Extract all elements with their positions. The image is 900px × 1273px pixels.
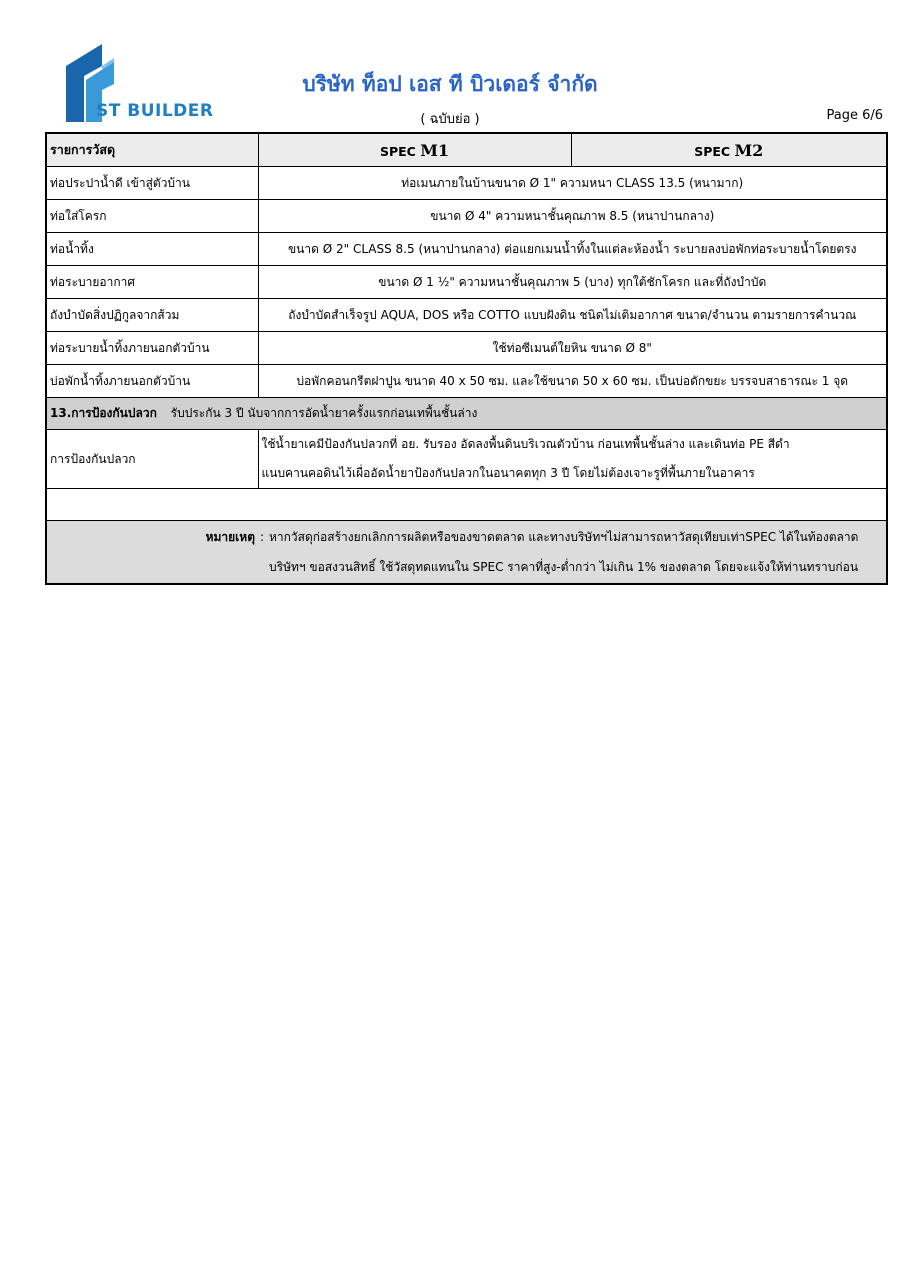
row-item: ท่อระบายน้ำทิ้งภายนอกตัวบ้าน: [46, 332, 258, 365]
note-label: หมายเหตุ: [205, 530, 255, 544]
row-desc: บ่อพักคอนกรีตฝาปูน ขนาด 40 x 50 ซม. และใช้ขนาด 50 x 60 ซม. เป็นบ่อดักขยะ บรรจบสาธารณะ 1 จุด: [258, 365, 887, 398]
row-item: ท่อน้ำทิ้ง: [46, 233, 258, 266]
section-header-row: [46, 398, 887, 430]
section-subtitle: รับประกัน 3 ปี นับจากการอัดน้ำยาครั้งแรกก่อนเทพื้นชั้นล่าง: [170, 406, 478, 420]
header-spec-label: SPEC: [694, 143, 731, 159]
row-desc: ถังบำบัดสำเร็จรูป AQUA, DOS หรือ COTTO แบบฝังดิน ชนิดไม่เติมอากาศ ขนาด/จำนวน ตามรายการคำนวณ: [258, 299, 887, 332]
row-desc: ขนาด Ø 4" ความหนาชั้นคุณภาพ 8.5 (หนาปานกลาง): [258, 200, 887, 233]
note-line-2: บริษัทฯ ขอสงวนสิทธิ์ ใช้วัสดุทดแทนใน SPEC ราคาที่สูง-ต่ำกว่า ไม่เกิน 1% ของตลาด โดยจะแจ้งให้ท่านทราบก่อน: [269, 560, 859, 574]
row-item: ท่อใส่โครก: [46, 200, 258, 233]
section-title: 13.การป้องกันปลวก: [50, 406, 157, 420]
company-name: บริษัท ท็อป เอส ที บิวเดอร์ จำกัด: [302, 72, 598, 96]
row-item: การป้องกันปลวก: [46, 430, 258, 489]
table-row: [46, 332, 887, 365]
row-item: ท่อระบายอากาศ: [46, 266, 258, 299]
note-row: [46, 521, 887, 585]
row-item: ถังบำบัดสิ่งปฏิกูลจากส้วม: [46, 299, 258, 332]
row-desc: ใช้ท่อซีเมนต์ใยหิน ขนาด Ø 8": [258, 332, 887, 365]
row-item: ท่อประปาน้ำดี เข้าสู่ตัวบ้าน: [46, 167, 258, 200]
table-row: [46, 365, 887, 398]
header-item: รายการวัสดุ: [46, 133, 258, 167]
note-cell: [46, 521, 887, 585]
table-row: [46, 430, 887, 489]
table-row: [46, 167, 887, 200]
document-subtitle: ( ฉบับย่อ ): [420, 112, 480, 127]
row-desc: ขนาด Ø 2" CLASS 8.5 (หนาปานกลาง) ต่อแยกเมนน้ำทิ้งในแต่ละห้องน้ำ ระบายลงบ่อพักท่อระบายน้ำโดยตรง: [258, 233, 887, 266]
note-colon: :: [259, 530, 265, 544]
row-item: บ่อพักน้ำทิ้งภายนอกตัวบ้าน: [46, 365, 258, 398]
note-body: [269, 522, 883, 582]
table-row: [46, 233, 887, 266]
table-row: [46, 266, 887, 299]
header-spec-label: SPEC: [379, 143, 416, 159]
table-row: [46, 299, 887, 332]
header-m1: M1: [420, 140, 450, 160]
table-header-row: [46, 133, 887, 167]
row-desc: ขนาด Ø 1 ½" ความหนาชั้นคุณภาพ 5 (บาง) ทุกใต้ชักโครก และที่ถังบำบัด: [258, 266, 887, 299]
table-row: [46, 200, 887, 233]
header-spec-m1: [258, 133, 571, 167]
page-number: Page 6/6: [826, 108, 883, 123]
note-line-1: หากวัสดุก่อสร้างยกเลิกการผลิตหรือของขาดตลาด และทางบริษัทฯไม่สามารถหาวัสดุเทียบเท่าSPEC ได้ในท้องตลาด: [269, 530, 859, 544]
blank-cell: [46, 489, 887, 521]
section-header: [46, 398, 887, 430]
spec-table: [45, 132, 888, 585]
header-spec-m2: [571, 133, 887, 167]
desc-line-1: ใช้น้ำยาเคมีป้องกันปลวกที่ อย. รับรอง อัดลงพื้นดินบริเวณตัวบ้าน ก่อนเทพื้นชั้นล่าง และเดินท่อ PE สีดำ: [261, 437, 790, 451]
row-desc: [258, 430, 887, 489]
logo-text: ST BUILDER: [96, 101, 214, 121]
header-m2: M2: [734, 140, 764, 160]
desc-line-2: แนบคานคอดินไว้เผื่ออัดน้ำยาป้องกันปลวกในอนาคตทุก 3 ปี โดยไม่ต้องเจาะรูที่พื้นภายในอาคาร: [261, 466, 755, 480]
blank-row: [46, 489, 887, 521]
row-desc: ท่อเมนภายในบ้านขนาด Ø 1" ความหนา CLASS 13.5 (หนามาก): [258, 167, 887, 200]
